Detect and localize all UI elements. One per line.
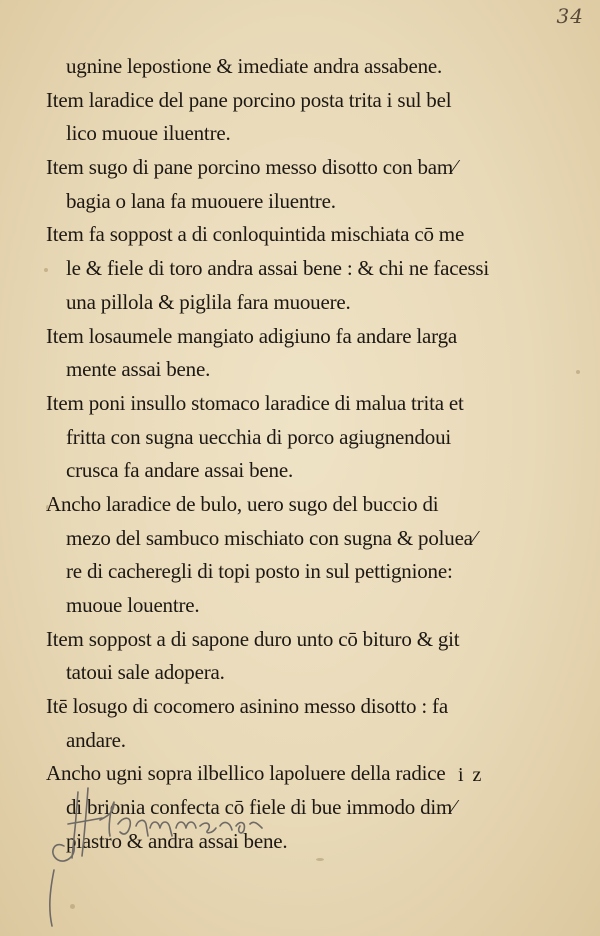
text-line: le & fiele di toro andra assai bene : & chi ne facessi [66,256,490,281]
text-line: Itē losugo di cocomero asinino messo disotto : fa [46,694,448,719]
text-line: andare. [66,727,126,752]
text-line: fritta con sugna uecchia di porco agiugnendoui [66,424,452,449]
text-line: bagia o lana fa muouere iluentre. [66,188,336,213]
folio-number: 34 [556,4,584,28]
text-line: Item laradice del pane porcino posta trita i sul bel [46,87,452,112]
text-line: Item fa soppost a di conloquintida mischiata cō me [46,222,465,247]
body-text [46,50,546,859]
text-line: Item poni insullo stomaco laradice di malua trita et [46,390,464,415]
handwritten-annotation [40,780,300,930]
text-line: mezo del sambuco mischiato con sugna & poluea⁄ [66,525,477,550]
text-line: Ancho laradice de bulo, uero sugo del buccio di [46,491,439,516]
signature-mark: i z [458,764,484,786]
text-line: re di cacheregli di topi posto in sul pettignione: [66,559,453,584]
text-line: Item sugo di pane porcino messo disotto con bam⁄ [46,155,457,180]
text-line: Item soppost a di sapone duro unto cō bituro & git [46,626,460,651]
text-line: muoue louentre. [66,593,200,617]
text-line: Item losaumele mangiato adigiuno fa andare larga [46,323,458,348]
text-line: lico muoue iluentre. [66,121,231,146]
text-line: mente assai bene. [66,357,211,382]
text-line: piastro & andra assai bene. [66,828,288,853]
text-line: Ancho ugni sopra ilbellico lapoluere della radice [46,761,446,786]
ink-speck [576,370,580,374]
text-line: crusca fa andare assai bene. [66,458,294,483]
text-line: di brionia confecta cō fiele di bue immodo dim⁄ [66,795,456,820]
text-line: ugnine lepostione & imediate andra assabene. [66,54,443,78]
text-line: una pillola & piglila fara muouere. [66,289,351,314]
text-line: tatoui sale adopera. [66,660,225,685]
